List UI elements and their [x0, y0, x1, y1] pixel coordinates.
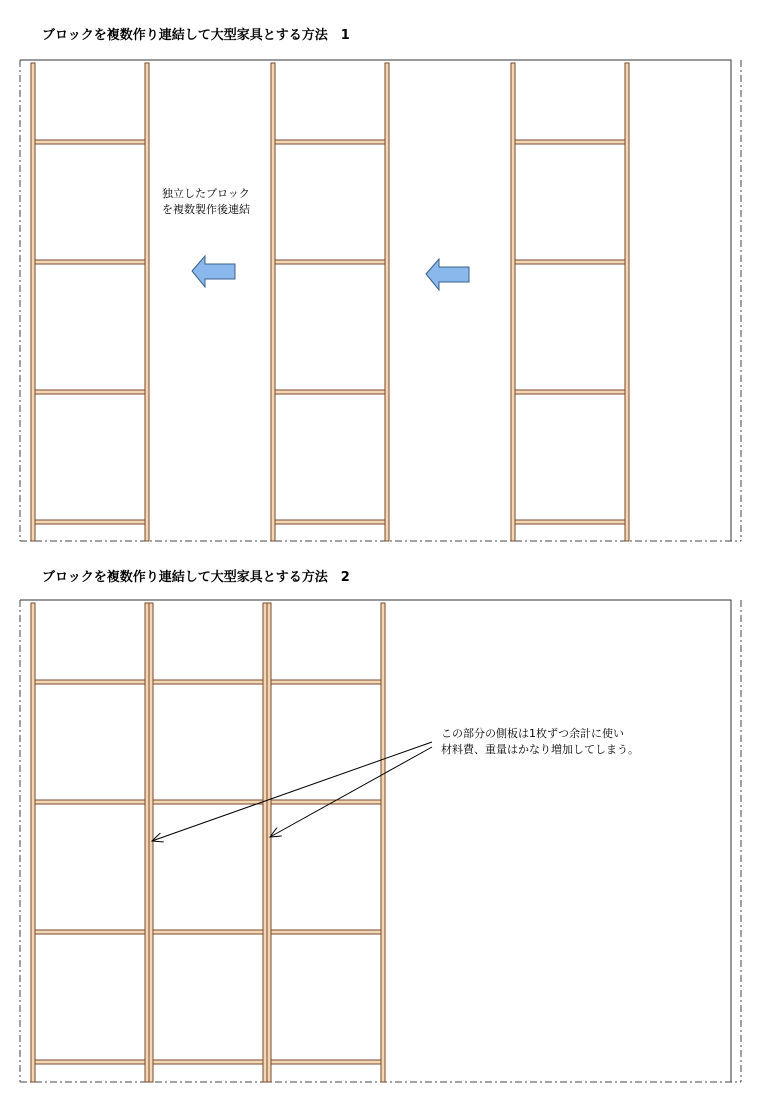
- note-line: を複数製作後連結: [162, 203, 250, 216]
- shelf-board: [515, 140, 625, 144]
- note-line: この部分の側板は1枚ずつ余計に使い: [441, 727, 624, 740]
- move-left-arrow-2: [426, 259, 469, 290]
- side-panel: [149, 603, 153, 1082]
- shelf-board: [515, 520, 625, 524]
- shelf-board: [35, 800, 145, 804]
- note-line: 独立したブロック: [162, 187, 250, 200]
- side-panel: [145, 63, 149, 541]
- shelf-board: [35, 260, 145, 264]
- callout-arrow-1: [152, 742, 432, 841]
- shelf-block-2: [271, 63, 389, 541]
- shelf-board: [515, 260, 625, 264]
- shelf-board: [275, 260, 385, 264]
- connected-shelf: [31, 603, 385, 1082]
- shelf-board: [275, 390, 385, 394]
- shelf-board: [271, 800, 381, 804]
- shelf-board: [35, 390, 145, 394]
- shelf-board: [35, 520, 145, 524]
- side-panel: [271, 63, 275, 541]
- shelf-board: [153, 800, 263, 804]
- shelf-board: [275, 140, 385, 144]
- shelf-board: [271, 680, 381, 684]
- note-independent-blocks: [162, 186, 250, 218]
- shelf-board: [271, 930, 381, 934]
- section1-frame: [20, 60, 741, 541]
- shelf-board: [153, 930, 263, 934]
- shelf-block-3: [511, 63, 629, 541]
- callout-arrow-2: [270, 747, 432, 837]
- move-left-arrow-1: [192, 256, 235, 287]
- note-line: 材料費、重量はかなり増加してしまう。: [441, 743, 639, 756]
- shelf-board: [35, 1060, 145, 1064]
- shelf-board: [271, 1060, 381, 1064]
- side-panel: [385, 63, 389, 541]
- shelf-board: [35, 680, 145, 684]
- shelf-board: [275, 520, 385, 524]
- shelf-board: [515, 390, 625, 394]
- side-panel: [267, 603, 271, 1082]
- side-panel: [381, 603, 385, 1082]
- note-extra-side-panels: [441, 726, 639, 758]
- side-panel: [263, 603, 267, 1082]
- section2-title: ブロックを複数作り連結して大型家具とする方法 2: [42, 570, 350, 585]
- side-panel: [145, 603, 149, 1082]
- side-panel: [625, 63, 629, 541]
- shelf-block-1: [31, 63, 149, 541]
- section1-title: ブロックを複数作り連結して大型家具とする方法 1: [42, 28, 350, 43]
- shelf-board: [35, 930, 145, 934]
- side-panel: [511, 63, 515, 541]
- side-panel: [31, 63, 35, 541]
- side-panel: [31, 603, 35, 1082]
- shelf-board: [35, 140, 145, 144]
- shelf-board: [153, 1060, 263, 1064]
- shelf-board: [153, 680, 263, 684]
